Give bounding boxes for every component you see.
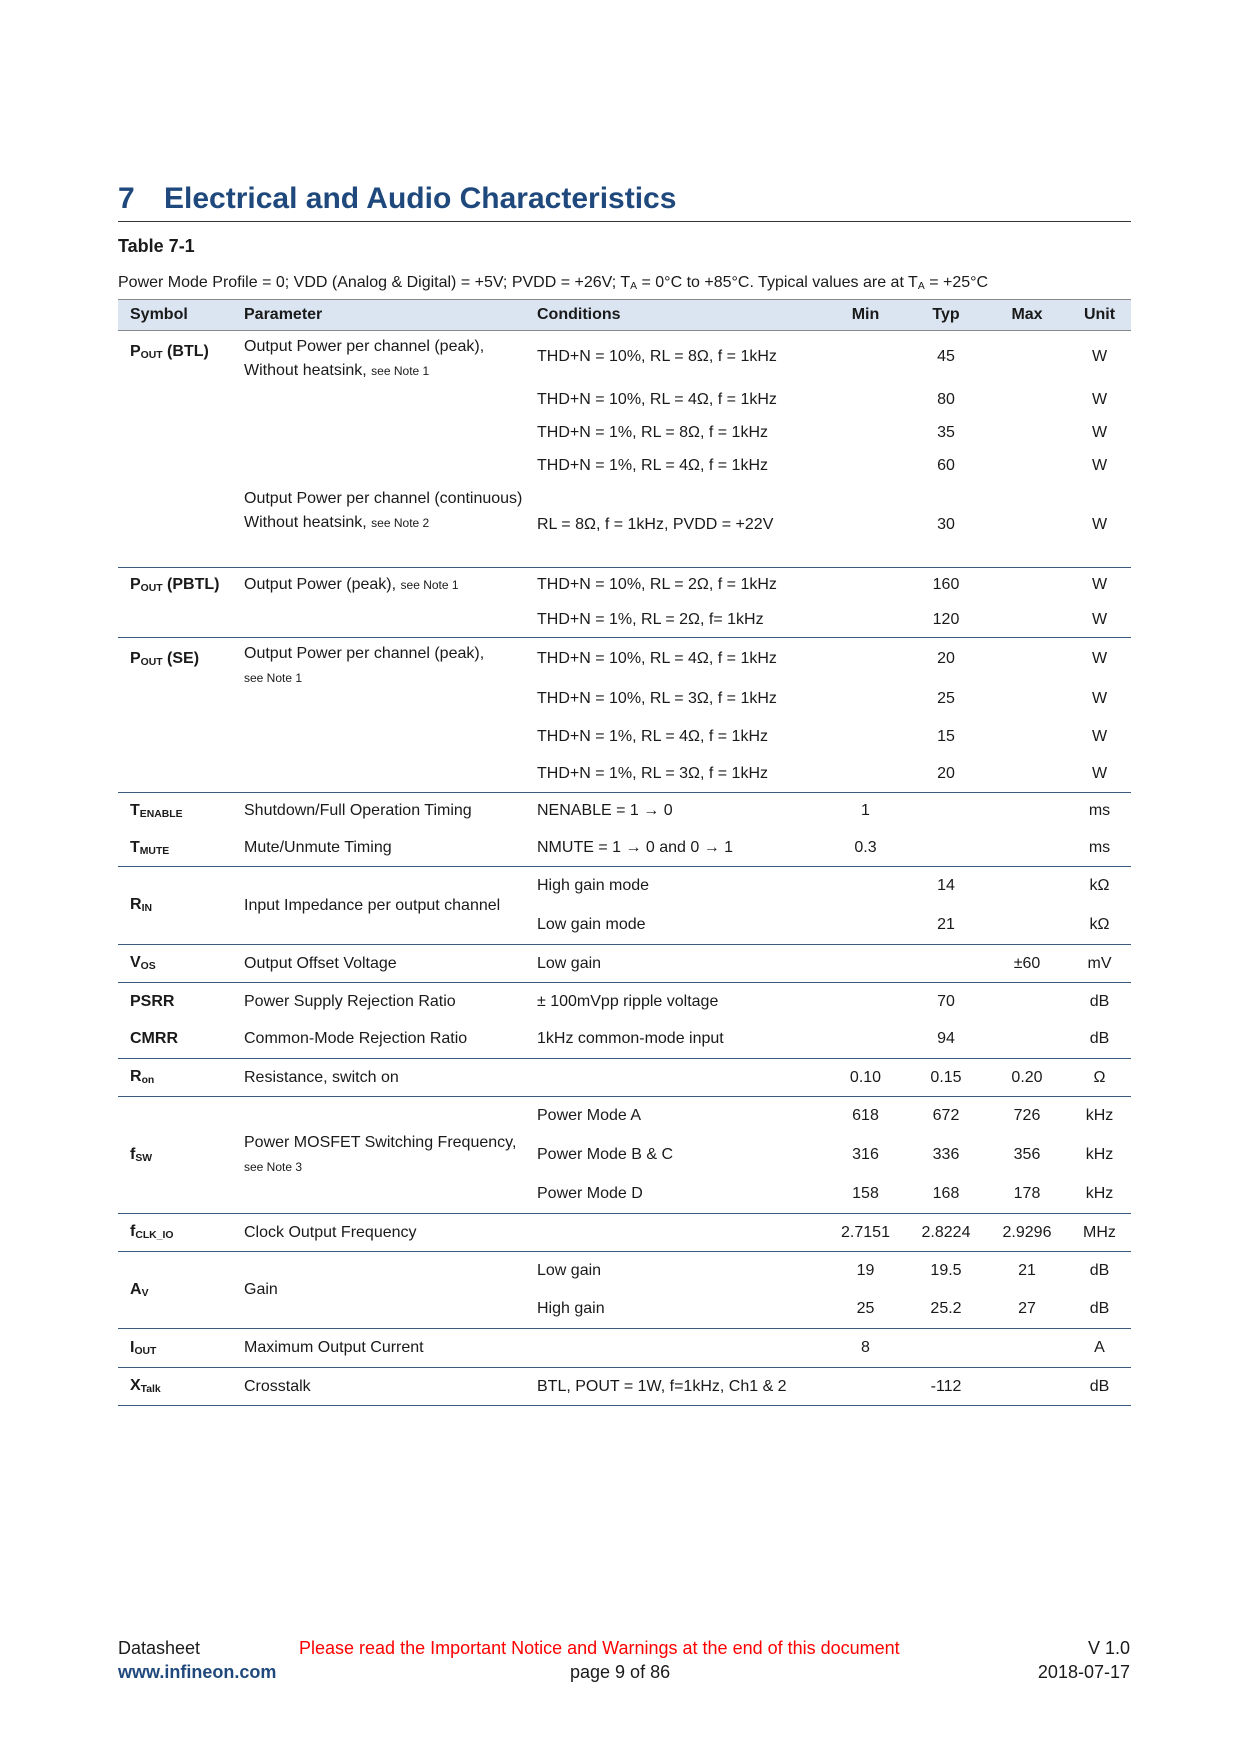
typ-cell: 20 — [906, 638, 986, 680]
table-conditions: Power Mode Profile = 0; VDD (Analog & Digital) = +5V; PVDD = +26V; $T_A = 0^\circ C$ to +85°C. Typical values are at $T_A = +25^\circ C$ — [118, 274, 989, 293]
typ-cell: 25.2 — [930, 1300, 962, 1318]
unit-cell: kΩ — [1068, 867, 1131, 906]
unit-cell: W — [1091, 424, 1108, 441]
unit-cell: Ω — [1068, 1059, 1131, 1097]
conditions-cell: THD+N = 10%, RL = 3Ω, f = 1kHz — [537, 689, 777, 707]
conditions-cell: RL = 8Ω, f = 1kHz, PVDD = +22V — [537, 515, 774, 533]
typ-cell: 0.15 — [906, 1059, 986, 1097]
parameter-cell: Output Power (peak), see Note 1 — [232, 568, 525, 638]
unit-cell: W — [1091, 610, 1108, 628]
min-cell: 618 — [825, 1097, 906, 1136]
table-row — [118, 568, 1131, 603]
unit-cell: MHz — [1068, 1214, 1131, 1252]
typ-cell: 15 — [937, 727, 955, 745]
unit-cell: dB — [1068, 983, 1131, 1021]
parameter-cell: Output Power per channel (peak), Without heatsink, see Note 1 — [244, 338, 485, 379]
typ-cell: 35 — [937, 424, 955, 441]
typ-cell: 80 — [937, 391, 955, 408]
max-cell: 726 — [986, 1097, 1068, 1136]
max-cell: ±60 — [986, 945, 1068, 983]
table-row — [118, 1059, 1131, 1097]
parameter-cell: Crosstalk — [232, 1368, 525, 1406]
table-row — [118, 638, 1131, 680]
symbol-cell: $T_{MUTE}$ — [130, 838, 170, 857]
unit-cell: W — [1068, 568, 1131, 603]
unit-cell: W — [1091, 348, 1108, 366]
conditions-cell: THD+N = 10%, RL = 2Ω, f = 1kHz — [525, 568, 825, 603]
conditions-cell: THD+N = 1%, RL = 8Ω, f = 1kHz — [537, 424, 769, 441]
conditions-cell: 1kHz common-mode input — [537, 1030, 724, 1048]
header-parameter: Parameter — [232, 300, 525, 331]
header-unit: Unit — [1068, 300, 1131, 331]
section-number: 7 — [118, 182, 135, 215]
typ-cell: 20 — [937, 764, 955, 782]
typ-cell: 19.5 — [906, 1252, 986, 1291]
characteristics-table — [118, 299, 1131, 1406]
typ-cell: 94 — [937, 1030, 955, 1048]
unit-cell: W — [1091, 515, 1108, 533]
min-cell: 25 — [856, 1300, 875, 1318]
conditions-cell: ± 100mVpp ripple voltage — [525, 983, 825, 1021]
unit-cell: W — [1068, 638, 1131, 680]
symbol-cell: $R_{on}$ — [118, 1059, 232, 1097]
unit-cell: kHz — [1068, 1097, 1131, 1136]
parameter-cell: Shutdown/Full Operation Timing — [232, 793, 525, 830]
typ-cell: 14 — [906, 867, 986, 906]
max-cell: 27 — [1018, 1300, 1036, 1318]
symbol-cell: $X_{Talk}$ — [118, 1368, 232, 1406]
table-row — [118, 483, 1131, 568]
unit-cell: dB — [1089, 1300, 1110, 1318]
parameter-cell: Gain — [232, 1252, 525, 1329]
symbol-cell: CMRR — [130, 1030, 178, 1048]
min-cell: 19 — [825, 1252, 906, 1291]
footer-page-number: page 9 of 86 — [570, 1662, 671, 1682]
max-cell: 178 — [1013, 1184, 1041, 1202]
conditions-cell: NMUTE = 1 → 0 and 0 → 1 — [537, 838, 734, 856]
table-label: Table 7-1 — [118, 236, 195, 256]
typ-cell: 160 — [906, 568, 986, 603]
footer-notice: Please read the Important Notice and Warnings at the end of this document — [299, 1638, 900, 1658]
section-heading — [118, 176, 1131, 222]
parameter-cell: Output Power per channel (continuous) Without heatsink, see Note 2 — [244, 489, 523, 531]
unit-cell: dB — [1068, 1252, 1131, 1291]
parameter-cell: Input Impedance per output channel — [232, 867, 525, 945]
typ-cell: 168 — [932, 1184, 960, 1202]
symbol-cell: $I_{OUT}$ — [118, 1329, 232, 1368]
table-row — [118, 1214, 1131, 1252]
unit-cell: W — [1091, 764, 1108, 782]
conditions-cell: Power Mode D — [537, 1184, 643, 1202]
parameter-cell: Power Supply Rejection Ratio — [232, 983, 525, 1021]
footer-version: V 1.0 — [1087, 1638, 1130, 1658]
conditions-cell: THD+N = 1%, RL = 4Ω, f = 1kHz — [537, 457, 769, 474]
unit-cell: ms — [1088, 838, 1111, 856]
unit-cell: W — [1091, 689, 1108, 707]
footer-doc-type: Datasheet — [118, 1638, 201, 1658]
parameter-cell: Resistance, switch on — [232, 1059, 525, 1097]
table-row — [118, 1097, 1131, 1136]
unit-cell: A — [1068, 1329, 1131, 1368]
min-cell: 158 — [852, 1184, 879, 1202]
conditions-cell: Low gain — [525, 1252, 825, 1291]
symbol-cell: $R_{IN}$ — [118, 867, 232, 945]
table-row — [118, 1329, 1131, 1368]
typ-cell: 21 — [937, 915, 955, 933]
table-row — [118, 983, 1131, 1021]
unit-cell: ms — [1068, 793, 1131, 830]
symbol-cell: $P_{OUT}$ (SE) — [118, 638, 232, 793]
symbol-cell: $P_{OUT}$ (BTL) — [130, 343, 209, 362]
symbol-cell: $f_{SW}$ — [118, 1097, 232, 1214]
typ-cell: 2.8224 — [906, 1214, 986, 1252]
typ-cell: 30 — [937, 515, 955, 533]
table-row — [118, 945, 1131, 983]
typ-cell: 336 — [932, 1146, 960, 1163]
header-symbol: Symbol — [118, 300, 232, 331]
conditions-cell: THD+N = 1%, RL = 4Ω, f = 1kHz — [537, 727, 769, 745]
table-row — [118, 867, 1131, 906]
conditions-cell: THD+N = 10%, RL = 8Ω, f = 1kHz — [537, 348, 777, 366]
table-row — [118, 1021, 1131, 1059]
conditions-cell: Low gain mode — [537, 915, 646, 933]
conditions-cell: THD+N = 10%, RL = 4Ω, f = 1kHz — [537, 391, 777, 408]
symbol-cell: $V_{OS}$ — [118, 945, 232, 983]
table-row — [118, 331, 1131, 384]
conditions-cell: NENABLE = 1 → 0 — [525, 793, 825, 830]
footer-date: 2018-07-17 — [1037, 1662, 1130, 1682]
parameter-cell: Common-Mode Rejection Ratio — [244, 1030, 468, 1048]
min-cell: 316 — [852, 1146, 879, 1163]
table-row — [118, 793, 1131, 830]
max-cell: 356 — [1013, 1146, 1041, 1163]
parameter-cell: Clock Output Frequency — [232, 1214, 525, 1252]
header-max: Max — [986, 300, 1068, 331]
min-cell: 0.10 — [825, 1059, 906, 1097]
parameter-cell: Output Offset Voltage — [232, 945, 525, 983]
symbol-cell: PSRR — [118, 983, 232, 1021]
parameter-cell: Output Power per channel (peak), see Note 1 — [232, 638, 525, 793]
symbol-cell: $P_{OUT}$ (PBTL) — [118, 568, 232, 638]
conditions-cell: Power Mode B & C — [537, 1146, 674, 1163]
conditions-cell: THD+N = 10%, RL = 4Ω, f = 1kHz — [525, 638, 825, 680]
conditions-cell: BTL, POUT = 1W, f=1kHz, Ch1 & 2 — [525, 1368, 825, 1406]
header-typ: Typ — [906, 300, 986, 331]
conditions-cell: Power Mode A — [525, 1097, 825, 1136]
table-row — [118, 1252, 1131, 1291]
table-header-row — [118, 300, 1131, 331]
parameter-cell: Power MOSFET Switching Frequency, see Note 3 — [232, 1097, 525, 1214]
unit-cell: W — [1091, 457, 1108, 474]
conditions-cell: High gain mode — [525, 867, 825, 906]
unit-cell: W — [1091, 727, 1108, 745]
max-cell: 21 — [986, 1252, 1068, 1291]
conditions-cell: THD+N = 1%, RL = 3Ω, f = 1kHz — [537, 764, 769, 782]
unit-cell: kHz — [1085, 1184, 1114, 1202]
typ-cell: 672 — [906, 1097, 986, 1136]
typ-cell: 25 — [937, 689, 955, 707]
unit-cell: kHz — [1085, 1146, 1114, 1163]
unit-cell: dB — [1089, 1030, 1110, 1048]
parameter-cell: Mute/Unmute Timing — [244, 838, 392, 856]
unit-cell: dB — [1068, 1368, 1131, 1406]
header-min: Min — [825, 300, 906, 331]
min-cell: 2.7151 — [825, 1214, 906, 1252]
conditions-cell: Low gain — [525, 945, 825, 983]
symbol-cell: $f_{CLK\_IO}$ — [118, 1214, 232, 1252]
typ-cell: -112 — [906, 1368, 986, 1406]
typ-cell: 120 — [932, 610, 960, 628]
max-cell: 0.20 — [986, 1059, 1068, 1097]
section-title: Electrical and Audio Characteristics — [164, 182, 677, 215]
unit-cell: mV — [1068, 945, 1131, 983]
table-row — [118, 1368, 1131, 1406]
min-cell: 8 — [825, 1329, 906, 1368]
header-conditions: Conditions — [525, 300, 825, 331]
unit-cell: kΩ — [1089, 915, 1110, 933]
parameter-cell: Maximum Output Current — [232, 1329, 525, 1368]
conditions-cell: THD+N = 1%, RL = 2Ω, f= 1kHz — [537, 610, 764, 628]
unit-cell: W — [1091, 391, 1108, 408]
typ-cell: 70 — [906, 983, 986, 1021]
typ-cell: 60 — [937, 457, 955, 474]
table-row — [118, 830, 1131, 867]
conditions-cell: High gain — [537, 1300, 605, 1318]
symbol-cell: $T_{ENABLE}$ — [118, 793, 232, 830]
min-cell: 1 — [825, 793, 906, 830]
min-cell: 0.3 — [854, 838, 877, 856]
max-cell: 2.9296 — [986, 1214, 1068, 1252]
typ-cell: 45 — [937, 348, 955, 366]
footer-url[interactable]: www.infineon.com — [118, 1662, 277, 1682]
symbol-cell: $A_V$ — [118, 1252, 232, 1329]
